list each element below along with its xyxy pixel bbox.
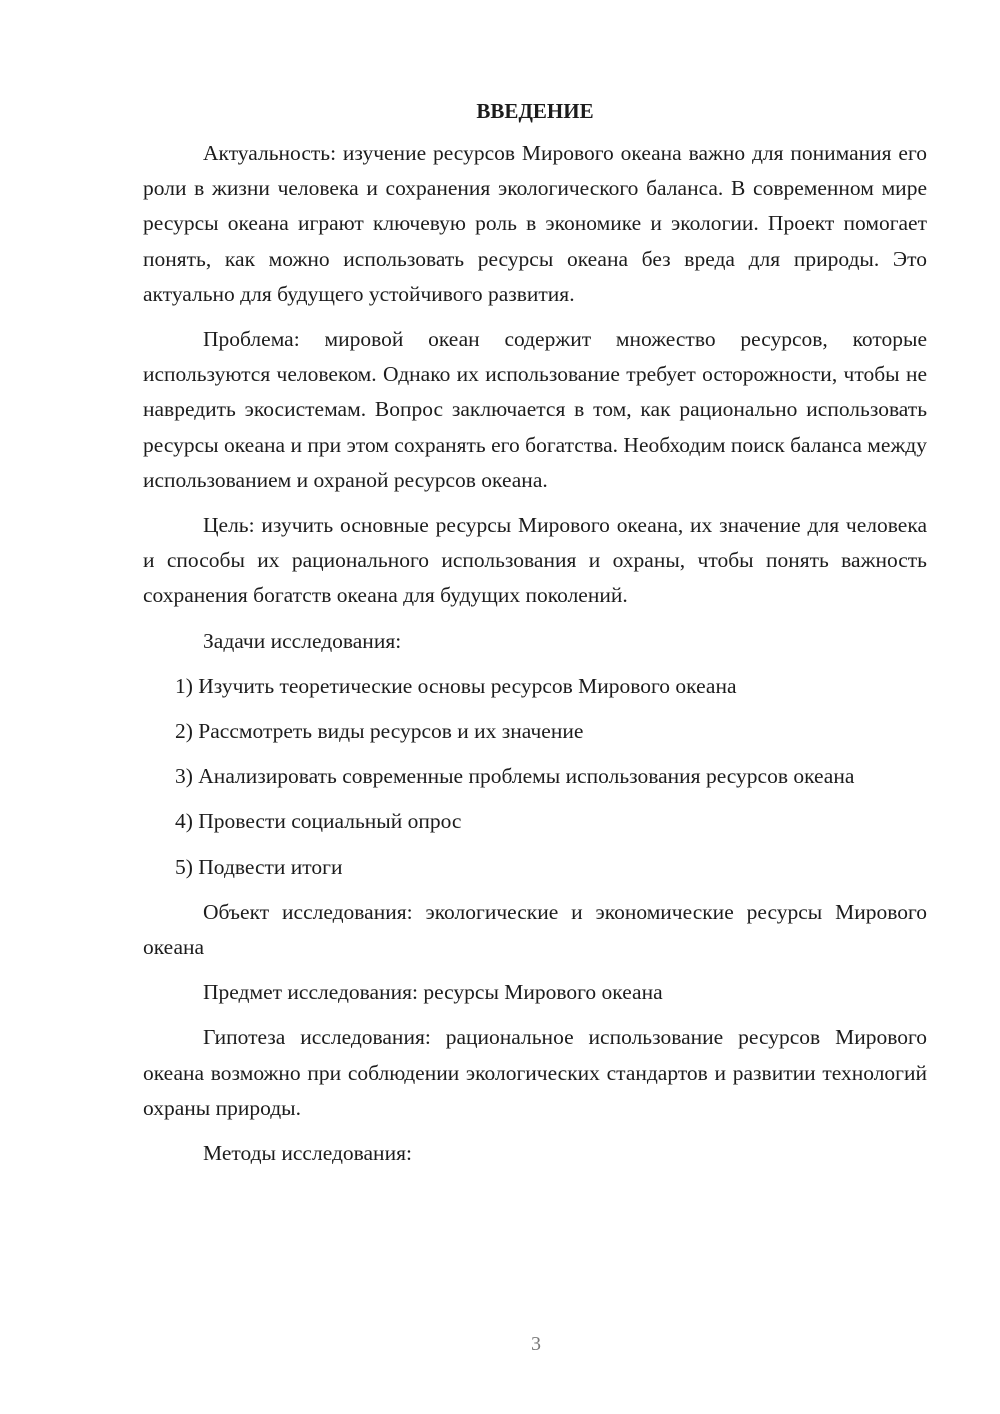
hypothesis-paragraph: Гипотеза исследования: рациональное использование ресурсов Мирового океана возможно при соблюдении экологических стандартов и развитии технологий охраны природы. xyxy=(143,1025,927,1120)
problem-paragraph: Проблема: мировой океан содержит множество ресурсов, которые используются человеком. Однако их использование требует осторожности, чтобы не навредить экосистемам. Вопрос заключается в том, как рационально использовать ресурсы океана и при этом сохранять его богатства. Необходим поиск баланса между использованием и охраной ресурсов океана. xyxy=(143,327,927,492)
task-item-1: 1) Изучить теоретические основы ресурсов Мирового океана xyxy=(175,673,737,698)
task-item-5: 5) Подвести итоги xyxy=(175,854,343,879)
document-page xyxy=(143,94,927,1181)
tasks-title: Задачи исследования: xyxy=(203,628,402,653)
task-item-4: 4) Провести социальный опрос xyxy=(175,809,462,834)
relevance-paragraph: Актуальность: изучение ресурсов Мирового океана важно для понимания его роли в жизни человека и сохранения экологического баланса. В современном мире ресурсы океана играют ключевую роль в экономике и экологии. Проект помогает понять, как можно использовать ресурсы океана без вреда для природы. Это актуально для будущего устойчивого развития. xyxy=(143,141,927,306)
page-number: 3 xyxy=(531,1333,541,1355)
subject-paragraph: Предмет исследования: ресурсы Мирового океана xyxy=(203,980,663,1005)
section-heading: ВВЕДЕНИЕ xyxy=(476,99,594,123)
methods-title: Методы исследования: xyxy=(203,1141,412,1166)
task-item-2: 2) Рассмотреть виды ресурсов и их значение xyxy=(175,719,584,744)
goal-paragraph: Цель: изучить основные ресурсы Мирового океана, их значение для человека и способы их рационального использования и охраны, чтобы понять важность сохранения богатств океана для будущих поколений. xyxy=(143,513,927,608)
object-paragraph: Объект исследования: экологические и экономические ресурсы Мирового океана xyxy=(143,899,927,960)
task-item-3: 3) Анализировать современные проблемы использования ресурсов океана xyxy=(175,764,855,789)
